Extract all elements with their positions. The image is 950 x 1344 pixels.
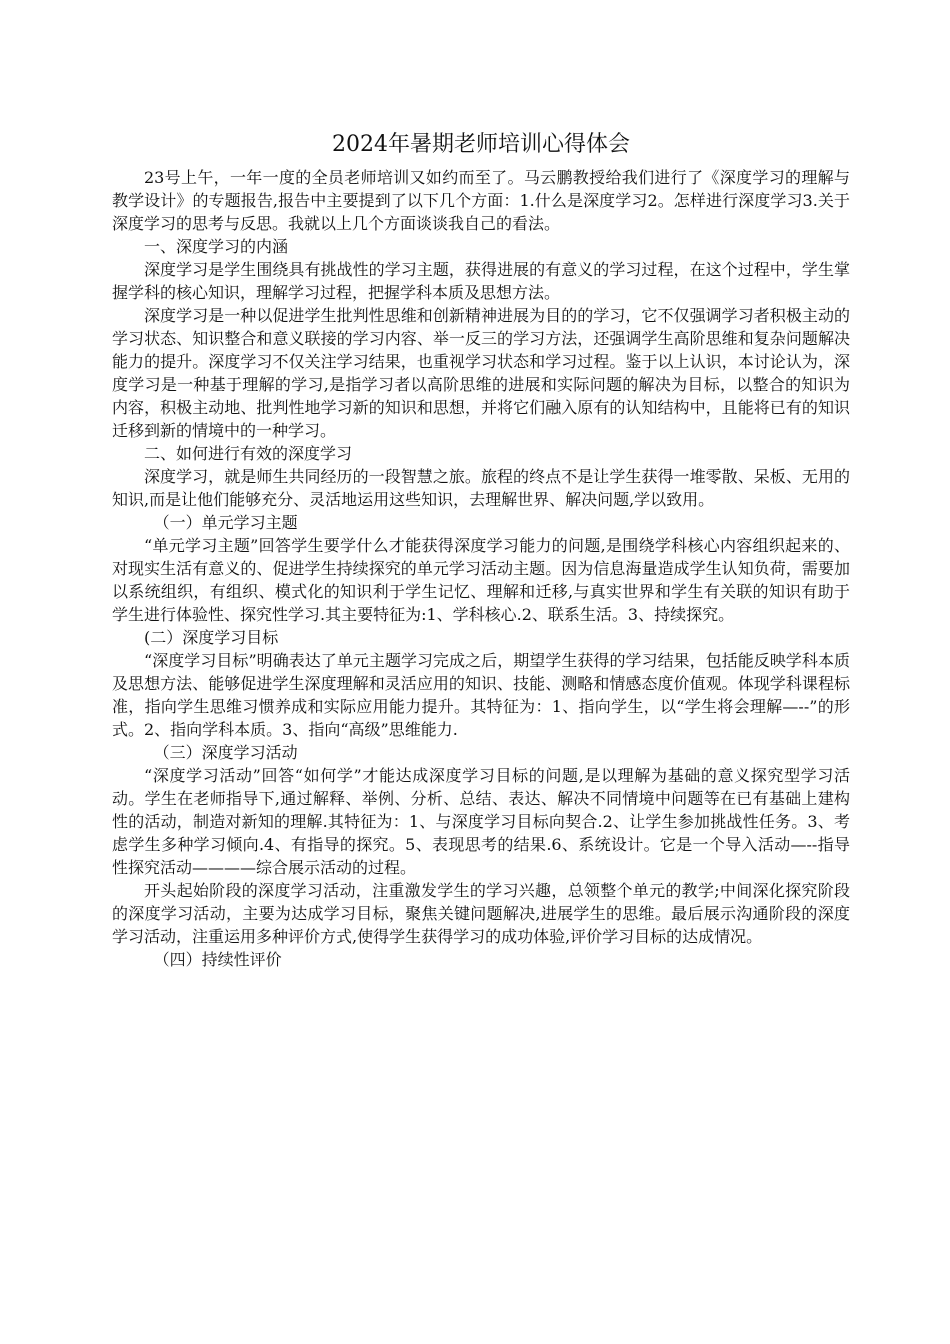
section-heading-1: 一、深度学习的内涵 <box>144 237 289 256</box>
intro-paragraph: 23号上午，一年一度的全员老师培训又如约而至了。马云鹏教授给我们进行了《深度学习的理解与教学设计》的专题报告,报告中主要提到了以下几个方面：1.什么是深度学习2。怎样进行深度学习3.关于深度学习的思考与反思。我就以上几个方面谈谈我自己的看法。 <box>112 168 850 233</box>
body-paragraph: 深度学习是学生围绕具有挑战性的学习主题，获得进展的有意义的学习过程，在这个过程中，学生掌握学科的核心知识，理解学习过程，把握学科本质及思想方法。 <box>112 260 850 302</box>
subsection-heading-1: （一）单元学习主题 <box>153 513 298 532</box>
body-paragraph: “深度学习目标”明确表达了单元主题学习完成之后，期望学生获得的学习结果，包括能反映学科本质及思想方法、能够促进学生深度理解和灵活应用的知识、技能、测略和情感态度价值观。体现学科课程标准，指向学生思维习惯养成和实际应用能力提升。其特征为：1、指向学生，以“学生将会理解—--”的形式。2、指向学科本质。3、指向“高级”思维能力. <box>112 651 850 739</box>
subsection-heading-2: (二）深度学习目标 <box>144 628 279 647</box>
body-paragraph: 深度学习是一种以促进学生批判性思维和创新精神进展为目的的学习，它不仅强调学习者积极主动的学习状态、知识整合和意义联接的学习内容、举一反三的学习方法，还强调学生高阶思维和复杂问题解决能力的提升。深度学习不仅关注学习结果，也重视学习状态和学习过程。鉴于以上认识，本讨论认为，深度学习是一种基于理解的学习,是指学习者以高阶思维的进展和实际问题的解决为目标，以整合的知识为内容，积极主动地、批判性地学习新的知识和思想，并将它们融入原有的认知结构中，且能将已有的知识迁移到新的情境中的一种学习。 <box>112 306 850 440</box>
body-paragraph: 深度学习，就是师生共同经历的一段智慧之旅。旅程的终点不是让学生获得一堆零散、呆板、无用的知识,而是让他们能够充分、灵活地运用这些知识，去理解世界、解决问题,学以致用。 <box>112 467 850 509</box>
subsection-heading-3: （三）深度学习活动 <box>153 743 298 762</box>
section-heading-2: 二、如何进行有效的深度学习 <box>144 444 353 463</box>
subsection-heading-4: （四）持续性评价 <box>153 950 282 969</box>
document-page <box>112 130 850 971</box>
document-title: 2024年暑期老师培训心得体会 <box>332 132 630 157</box>
body-paragraph: 开头起始阶段的深度学习活动，注重激发学生的学习兴趣，总领整个单元的教学;中间深化探究阶段的深度学习活动，主要为达成学习目标，聚焦关键问题解决,进展学生的思维。最后展示沟通阶段的深度学习活动，注重运用多种评价方式,使得学生获得学习的成功体验,评价学习目标的达成情况。 <box>112 881 850 946</box>
body-paragraph: “单元学习主题”回答学生要学什么才能获得深度学习能力的问题,是围绕学科核心内容组织起来的、对现实生活有意义的、促进学生持续探究的单元学习活动主题。因为信息海量造成学生认知负荷，需要加以系统组织，有组织、模式化的知识利于学生记忆、理解和迁移,与真实世界和学生有关联的知识有助于学生进行体验性、探究性学习.其主要特征为:1、学科核心.2、联系生活。3、持续探究。 <box>112 536 850 624</box>
body-paragraph: “深度学习活动”回答“如何学”才能达成深度学习目标的问题,是以理解为基础的意义探究型学习活动。学生在老师指导下,通过解释、举例、分析、总结、表达、解决不同情境中问题等在已有基础上建构性的活动，制造对新知的理解.其特征为：1、与深度学习目标向契合.2、让学生参加挑战性任务。3、考虑学生多种学习倾向.4、有指导的探究。5、表现思考的结果.6、系统设计。它是一个导入活动—--指导性探究活动————综合展示活动的过程。 <box>112 766 850 877</box>
